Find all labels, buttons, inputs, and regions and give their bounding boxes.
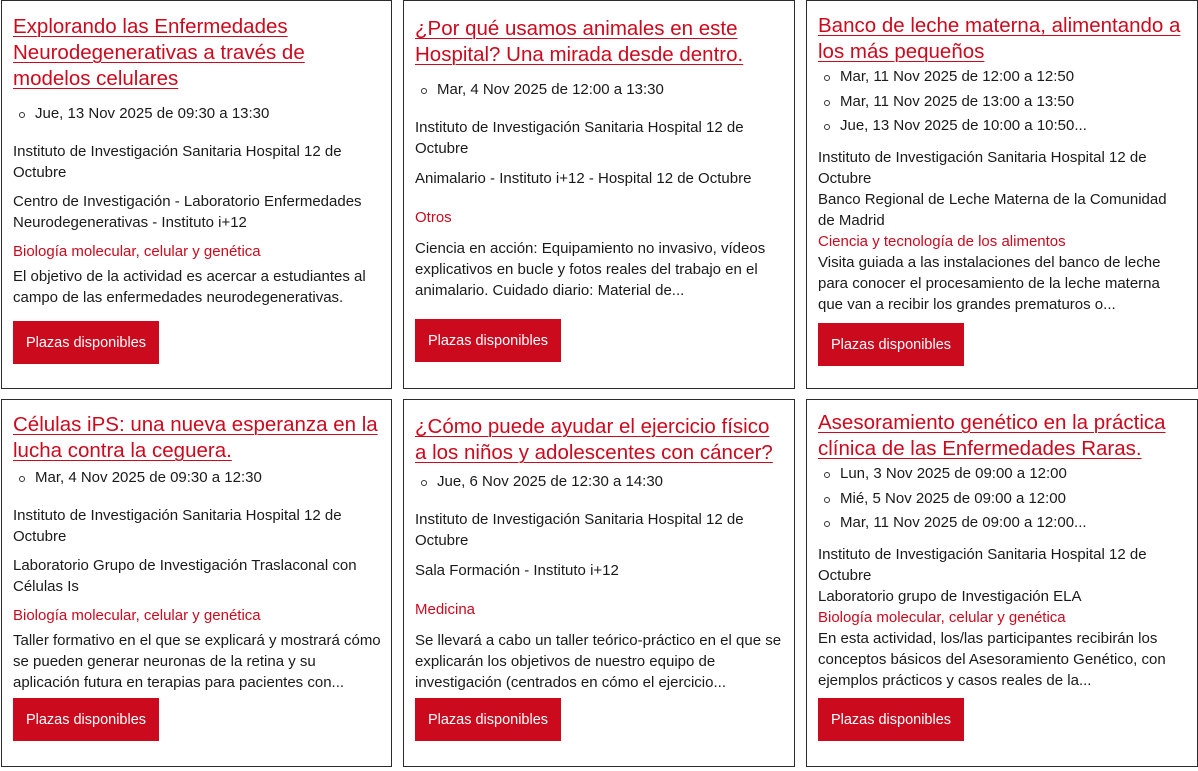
bullet-icon bbox=[824, 75, 830, 81]
institution: Instituto de Investigación Sanitaria Hospital 12 de Octubre bbox=[415, 510, 744, 549]
bullet-icon bbox=[421, 480, 427, 486]
description: Se llevará a cabo un taller teórico-práctico en el que se explicarán los objetivos de nuestro equipo de investigación (centrados en cómo el ejercicio... bbox=[415, 631, 782, 691]
activity-card bbox=[806, 399, 1198, 767]
category: Biología molecular, celular y genética bbox=[818, 608, 1066, 626]
date-item bbox=[824, 114, 1187, 139]
date-text: Mar, 11 Nov 2025 de 12:00 a 12:50 bbox=[840, 68, 1075, 85]
activity-card bbox=[1, 399, 392, 767]
category: Biología molecular, celular y genética bbox=[13, 242, 261, 260]
category: Ciencia y tecnología de los alimentos bbox=[818, 232, 1066, 250]
date-item bbox=[19, 102, 381, 127]
bullet-icon bbox=[19, 476, 25, 482]
location: Animalario - Instituto i+12 - Hospital 12 de Octubre bbox=[415, 169, 752, 187]
date-list bbox=[818, 65, 1187, 139]
bullet-icon bbox=[19, 112, 25, 118]
date-text: Lun, 3 Nov 2025 de 09:00 a 12:00 bbox=[840, 465, 1067, 482]
date-item bbox=[421, 78, 784, 103]
date-list bbox=[415, 470, 784, 495]
date-text: Mar, 4 Nov 2025 de 09:30 a 12:30 bbox=[35, 469, 262, 486]
institution: Instituto de Investigación Sanitaria Hospital 12 de Octubre bbox=[13, 506, 342, 545]
bullet-icon bbox=[824, 497, 830, 503]
description: Ciencia en acción: Equipamiento no invasivo, vídeos explicativos en bucle y fotos reales del trabajo en el animalario. Cuidado diario: Material de... bbox=[415, 239, 766, 299]
available-places-button[interactable]: Plazas disponibles bbox=[818, 323, 964, 366]
description: Taller formativo en el que se explicará y mostrará cómo se pueden generar neuronas de la retina y su aplicación futura en terapias para pacientes con... bbox=[13, 631, 381, 691]
location: Centro de Investigación - Laboratorio Enfermedades Neurodegenerativas - Instituto i+12 bbox=[13, 192, 362, 231]
date-item bbox=[824, 65, 1187, 90]
activity-card bbox=[403, 0, 795, 389]
institution: Instituto de Investigación Sanitaria Hospital 12 de Octubre bbox=[818, 545, 1147, 584]
date-list bbox=[818, 462, 1187, 536]
date-list bbox=[13, 466, 381, 491]
date-item bbox=[421, 470, 784, 495]
date-item bbox=[824, 462, 1187, 487]
date-text: Mar, 4 Nov 2025 de 12:00 a 13:30 bbox=[437, 81, 664, 98]
description: El objetivo de la actividad es acercar a estudiantes al campo de las enfermedades neurodegenerativas. bbox=[13, 267, 366, 306]
institution: Instituto de Investigación Sanitaria Hospital 12 de Octubre bbox=[415, 118, 744, 157]
date-item bbox=[824, 90, 1187, 115]
date-text: Mar, 11 Nov 2025 de 13:00 a 13:50 bbox=[840, 92, 1075, 110]
date-list bbox=[415, 78, 784, 103]
activity-card bbox=[806, 0, 1198, 389]
available-places-button[interactable]: Plazas disponibles bbox=[415, 698, 561, 741]
date-item bbox=[824, 511, 1187, 536]
location: Laboratorio Grupo de Investigación Traslaconal con Células Is bbox=[13, 556, 357, 595]
activity-card bbox=[403, 399, 795, 767]
bullet-icon bbox=[421, 88, 427, 94]
available-places-button[interactable]: Plazas disponibles bbox=[13, 698, 159, 741]
bullet-icon bbox=[824, 100, 830, 106]
card-title-link[interactable]: Células iPS: una nueva esperanza en la lucha contra la ceguera. bbox=[13, 413, 378, 462]
location: Laboratorio grupo de Investigación ELA bbox=[818, 587, 1082, 605]
card-title-link[interactable]: ¿Por qué usamos animales en este Hospital? Una mirada desde dentro. bbox=[415, 17, 744, 66]
date-text: Jue, 13 Nov 2025 de 09:30 a 13:30 bbox=[35, 105, 270, 122]
category: Otros bbox=[415, 208, 452, 226]
bullet-icon bbox=[824, 124, 830, 130]
bullet-icon bbox=[824, 521, 830, 527]
available-places-button[interactable]: Plazas disponibles bbox=[13, 321, 159, 364]
card-title-link[interactable]: Explorando las Enfermedades Neurodegenerativas a través de modelos celulares bbox=[13, 15, 305, 90]
available-places-button[interactable]: Plazas disponibles bbox=[415, 319, 561, 362]
location: Sala Formación - Instituto i+12 bbox=[415, 561, 619, 579]
description: Visita guiada a las instalaciones del banco de leche para conocer el procesamiento de la leche materna que van a recibir los grandes prematuros o... bbox=[818, 253, 1161, 313]
card-title-link[interactable]: Banco de leche materna, alimentando a los más pequeños bbox=[818, 14, 1181, 63]
date-text: Jue, 6 Nov 2025 de 12:30 a 14:30 bbox=[437, 473, 664, 490]
description: En esta actividad, los/las participantes recibirán los conceptos básicos del Asesoramiento Genético, con ejemplos prácticos y casos reales de la... bbox=[818, 629, 1166, 689]
category: Medicina bbox=[415, 600, 476, 618]
institution: Instituto de Investigación Sanitaria Hospital 12 de Octubre bbox=[818, 148, 1147, 187]
card-title-link[interactable]: Asesoramiento genético en la práctica clínica de las Enfermedades Raras. bbox=[818, 411, 1166, 460]
date-text: Jue, 13 Nov 2025 de 10:00 a 10:50... bbox=[840, 117, 1087, 134]
date-item bbox=[824, 487, 1187, 512]
activity-card bbox=[1, 0, 392, 389]
date-list bbox=[13, 102, 381, 127]
date-text: Mié, 5 Nov 2025 de 09:00 a 12:00 bbox=[840, 489, 1066, 507]
category: Biología molecular, celular y genética bbox=[13, 606, 261, 624]
location: Banco Regional de Leche Materna de la Comunidad de Madrid bbox=[818, 190, 1167, 229]
card-title-link[interactable]: ¿Cómo puede ayudar el ejercicio físico a los niños y adolescentes con cáncer? bbox=[415, 415, 773, 464]
date-item bbox=[19, 466, 381, 491]
date-text: Mar, 11 Nov 2025 de 09:00 a 12:00... bbox=[840, 514, 1087, 531]
institution: Instituto de Investigación Sanitaria Hospital 12 de Octubre bbox=[13, 142, 342, 181]
available-places-button[interactable]: Plazas disponibles bbox=[818, 698, 964, 741]
bullet-icon bbox=[824, 472, 830, 478]
